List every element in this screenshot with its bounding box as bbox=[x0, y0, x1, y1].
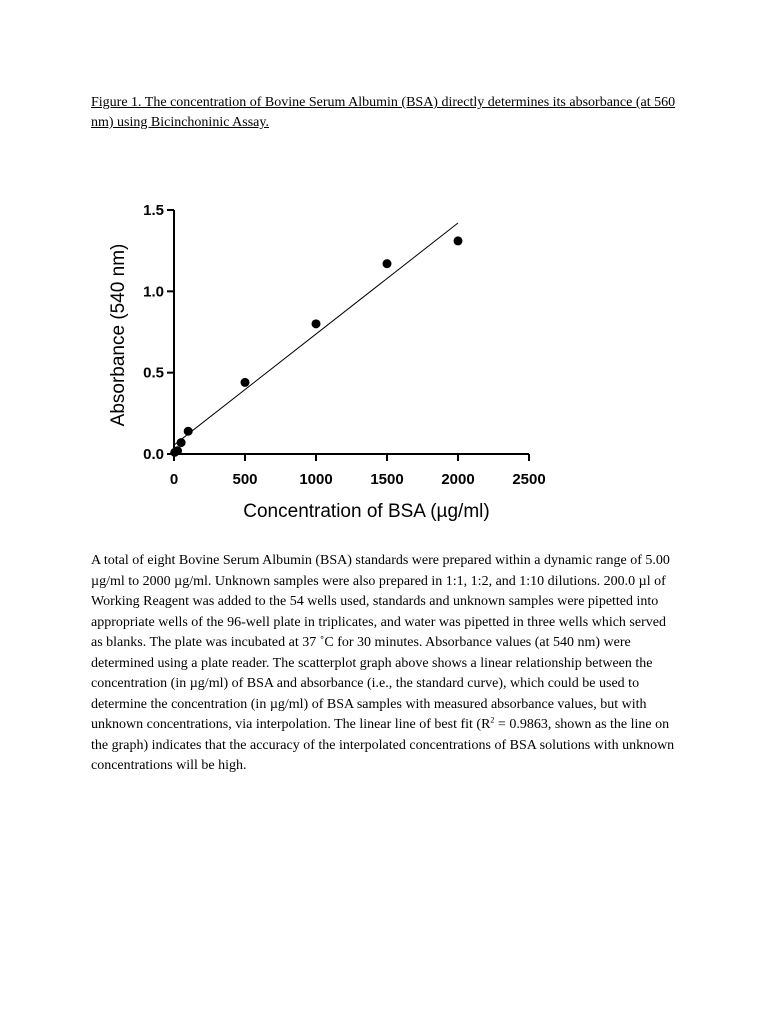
data-point bbox=[177, 438, 186, 447]
data-point bbox=[454, 236, 463, 245]
data-point bbox=[173, 446, 182, 455]
x-tick-label: 2000 bbox=[441, 471, 475, 488]
paragraph-part-2: = 0.9863, shown as the line on the graph) indicates that the accuracy of the interpolated concentrations of BSA solutions with unknown concentrations will be high. bbox=[91, 717, 675, 773]
x-tick-label: 2500 bbox=[512, 471, 546, 488]
body-paragraph bbox=[91, 551, 681, 777]
y-tick-label: 1.0 bbox=[143, 283, 164, 301]
data-point bbox=[383, 259, 392, 268]
standard-curve-chart bbox=[100, 190, 560, 530]
chart-svg bbox=[100, 190, 560, 530]
data-point bbox=[312, 319, 321, 328]
x-axis-label: Concentration of BSA (µg/ml) bbox=[243, 501, 490, 522]
data-point bbox=[241, 378, 250, 387]
y-tick-label: 0.5 bbox=[143, 364, 164, 382]
y-tick-label: 0.0 bbox=[143, 446, 164, 463]
paragraph-part-1: A total of eight Bovine Serum Albumin (BSA) standards were prepared within a dynamic range of 5.00 µg/ml to 2000 µg/ml. Unknown samples were also prepared in 1:1, 1:2, and 1:10 dilutions. 200.0 µl of Working Reagent was added to the 54 wells used, standards and unknown samples were pipetted into appropriate wells of the 96-well plate in triplicates, and water was pipetted in three wells which served as blanks. The plate was incubated at 37 ˚C for 30 minutes. Absorbance values (at 540 nm) were determined using a plate reader. The scatterplot graph above shows a linear relationship between the concentration (in µg/ml) of BSA and absorbance (i.e., the standard curve), which could be used to determine the concentration (in µg/ml) of BSA samples with measured absorbance values, but with unknown concentrations, via interpolation. The linear line of best fit (R bbox=[91, 553, 670, 732]
x-tick-label: 1500 bbox=[370, 471, 404, 488]
figure-caption: Figure 1. The concentration of Bovine Serum Albumin (BSA) directly determines its absorbance (at 560 nm) using Bicinchoninic Assay. bbox=[91, 95, 676, 130]
x-tick-label: 500 bbox=[232, 471, 258, 488]
r-squared-superscript: 2 bbox=[490, 715, 495, 725]
x-tick-label: 0 bbox=[169, 471, 179, 488]
y-axis-label: Absorbance (540 nm) bbox=[108, 243, 129, 427]
x-tick-label: 1000 bbox=[299, 471, 333, 488]
y-tick-label: 1.5 bbox=[143, 202, 164, 219]
data-point bbox=[184, 427, 193, 436]
best-fit-line bbox=[174, 223, 458, 445]
